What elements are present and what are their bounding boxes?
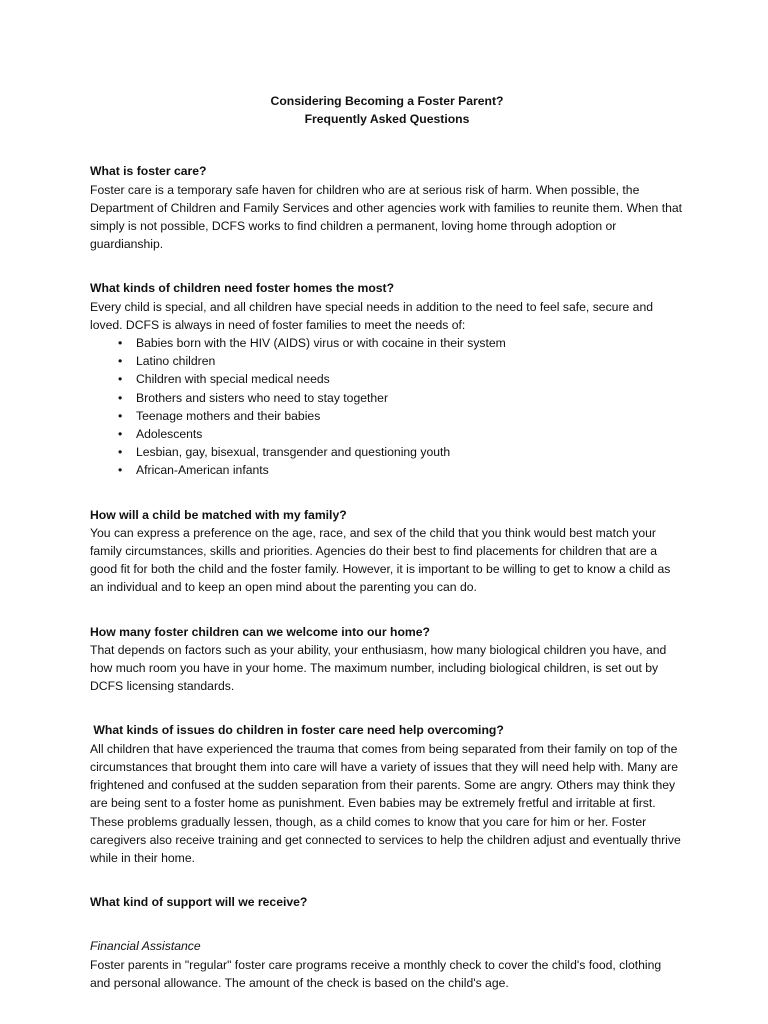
list-item-text: African-American infants [136,463,269,478]
faq-subheading-financial-assistance: Financial Assistance [90,939,201,954]
document-title-line-1: Considering Becoming a Foster Parent? [270,94,504,108]
faq-answer: Foster care is a temporary safe haven for children who are at serious risk of harm. When possible, the Department of Children and Family Services and other agencies work with families to reunite them. When that simply is not possible, DCFS works to find children a permanent, loving home through adoption or guardianship. [90,182,683,252]
list-item [118,352,684,370]
list-item-text: Lesbian, gay, bisexual, transgender and questioning youth [136,445,451,460]
faq-question: What kinds of children need foster homes the most? [90,281,395,296]
faq-question: What kinds of issues do children in foster care need help overcoming? [90,723,504,738]
list-item [118,370,684,388]
faq-answer: You can express a preference on the age, race, and sex of the child that you think would best match your family circumstances, skills and priorities. Agencies do their best to find placements for children that are a good fit for both the child and the foster family. However, it is important to be willing to get to know a child as an individual and to keep an open mind about the parenting you can do. [90,525,671,595]
list-item [118,334,684,352]
faq-answer: Every child is special, and all children have special needs in addition to the need to feel safe, secure and loved. DCFS is always in need of foster families to meet the needs of: [90,299,654,332]
list-item-text: Latino children [136,354,216,369]
faq-section-issues-overcoming [90,721,684,867]
bullet-icon: • [118,390,123,405]
bullet-icon: • [118,354,123,369]
list-item [118,443,684,461]
faq-question: How will a child be matched with my family? [90,507,347,522]
bullet-icon: • [118,336,123,351]
list-item [118,461,684,479]
list-item-text: Teenage mothers and their babies [136,408,321,423]
faq-question: What is foster care? [90,164,207,179]
list-item-text: Babies born with the HIV (AIDS) virus or with cocaine in their system [136,336,506,351]
list-item [118,389,684,407]
list-item [118,407,684,425]
faq-answer: All children that have experienced the trauma that comes from being separated from their family on top of the circumstances that brought them into care will have a variety of issues that they will need help with. Many are frightened and confused at the sudden separation from their parents. Some are angry. Others may think they are being sent to a foster home as punishment. Even babies may be extremely fretful and irritable at first. These problems gradually lessen, though, as a child comes to know that you care for him or her. Foster caregivers also receive training and get connected to services to help the children adjust and eventually thrive while in their home. [90,741,681,865]
document-title-line-2: Frequently Asked Questions [304,112,470,127]
faq-section-children-need-homes [90,279,684,479]
list-item [118,425,684,443]
faq-answer: Foster parents in "regular" foster care programs receive a monthly check to cover the child's food, clothing and personal allowance. The amount of the check is based on the child's age. [90,957,662,990]
bullet-icon: • [118,463,123,478]
bullet-icon: • [118,427,123,442]
faq-section-what-is-foster-care [90,162,684,253]
bullet-icon: • [118,408,123,423]
list-item-text: Brothers and sisters who need to stay together [136,390,389,405]
list-item-text: Adolescents [136,427,203,442]
bullet-icon: • [118,372,123,387]
faq-section-how-many-children [90,623,684,696]
faq-section-child-matching [90,506,684,597]
faq-section-support [90,893,684,992]
bullet-icon: • [118,445,123,460]
faq-question: What kind of support will we receive? [90,895,308,910]
list-item-text: Children with special medical needs [136,372,330,387]
faq-answer: That depends on factors such as your ability, your enthusiasm, how many biological children you have, and how much room you have in your home. The maximum number, including biological children, is set out by DCFS licensing standards. [90,642,667,694]
faq-question: How many foster children can we welcome into our home? [90,624,430,639]
needs-bullet-list [90,334,684,480]
